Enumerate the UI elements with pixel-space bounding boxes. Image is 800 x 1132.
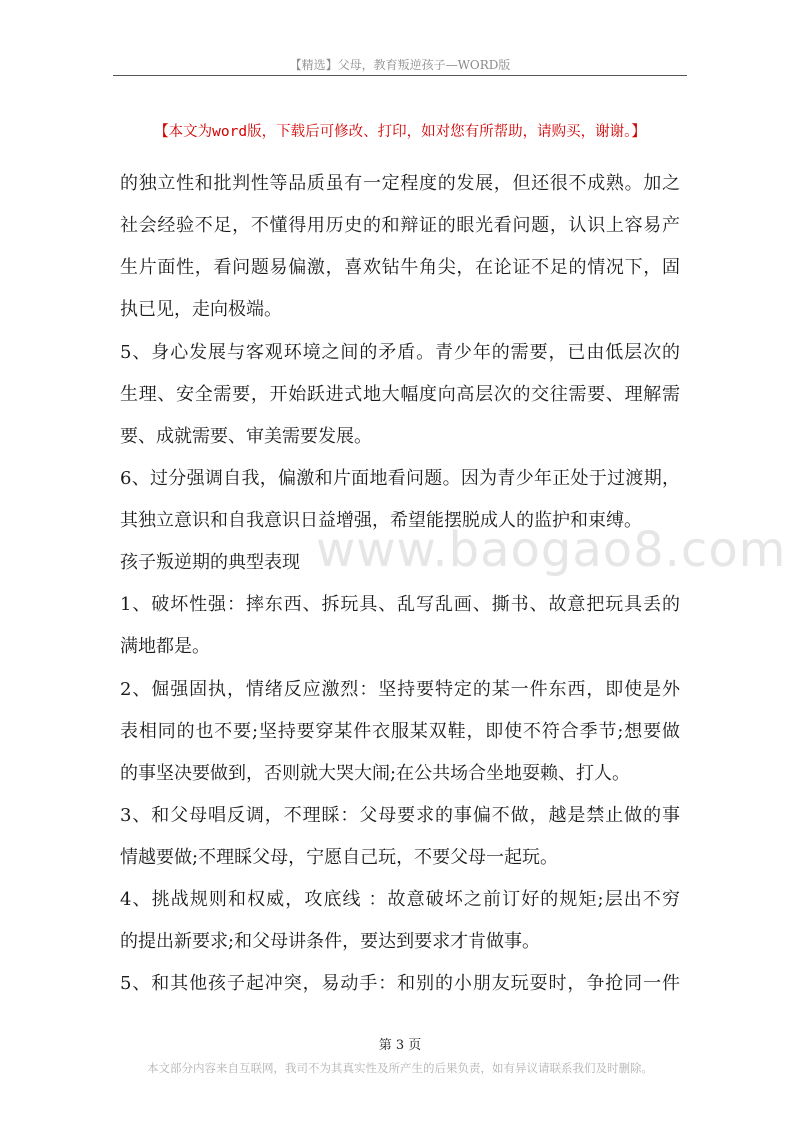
body-line: 1、破坏性强：摔东西、拆玩具、乱写乱画、撕书、故意把玩具丢的 bbox=[120, 594, 680, 615]
body-line: 的提出新要求;和父母讲条件，要达到要求才肯做事。 bbox=[120, 931, 541, 952]
body-line: 的事坚决要做到，否则就大哭大闹;在公共场合坐地耍赖、打人。 bbox=[120, 763, 631, 784]
body-line: 执已见，走向极端。 bbox=[120, 299, 282, 320]
body-line: 的独立性和批判性等品质虽有一定程度的发展，但还很不成熟。加之 bbox=[120, 173, 680, 194]
body-line: 表相同的也不要;坚持要穿某件衣服某双鞋，即使不符合季节;想要做 bbox=[120, 721, 680, 742]
body-line: 要、成就需要、审美需要发展。 bbox=[120, 426, 372, 447]
body-line: 6、过分强调自我，偏激和片面地看问题。因为青少年正处于过渡期， bbox=[120, 468, 680, 489]
body-line: 满地都是。 bbox=[120, 636, 210, 657]
body-line: 5、和其他孩子起冲突，易动手：和别的小朋友玩耍时，争抢同一件 bbox=[120, 973, 680, 994]
header-title: 【精选】父母，教育叛逆孩子—WORD版 bbox=[289, 58, 511, 72]
body-line: 3、和父母唱反调，不理睬：父母要求的事偏不做，越是禁止做的事 bbox=[120, 805, 680, 826]
footer-disclaimer: 本文部分内容来自互联网，我司不为其真实性及所产生的后果负责，如有异议请联系我们及时删除。 bbox=[147, 1061, 653, 1075]
watermark: www.baogao8.com bbox=[316, 522, 787, 578]
body-line: 社会经验不足，不懂得用历史的和辩证的眼光看问题，认识上容易产 bbox=[120, 215, 680, 236]
header-divider bbox=[113, 75, 687, 76]
body-line: 4、挑战规则和权威，攻底线 ：故意破坏之前订好的规矩;层出不穷 bbox=[120, 889, 680, 910]
section-heading: 孩子叛逆期的典型表现 bbox=[120, 552, 300, 573]
body-line: 其独立意识和自我意识日益增强，希望能摆脱成人的监护和束缚。 bbox=[120, 510, 642, 531]
body-line: 5、身心发展与客观环境之间的矛盾。青少年的需要，已由低层次的 bbox=[120, 342, 680, 363]
body-line: 生理、安全需要，开始跃进式地大幅度向高层次的交往需要、理解需 bbox=[120, 384, 680, 405]
body-line: 2、倔强固执，情绪反应激烈：坚持要特定的某一件东西，即使是外 bbox=[120, 679, 680, 700]
body-line: 情越要做;不理睬父母，宁愿自己玩，不要父母一起玩。 bbox=[120, 847, 559, 868]
page-number: 第 3 页 bbox=[378, 1038, 422, 1053]
download-notice: 【本文为word版，下载后可修改、打印，如对您有所帮助，请购买，谢谢。】 bbox=[154, 124, 646, 140]
body-line: 生片面性，看问题易偏激，喜欢钻牛角尖，在论证不足的情况下，固 bbox=[120, 257, 680, 278]
